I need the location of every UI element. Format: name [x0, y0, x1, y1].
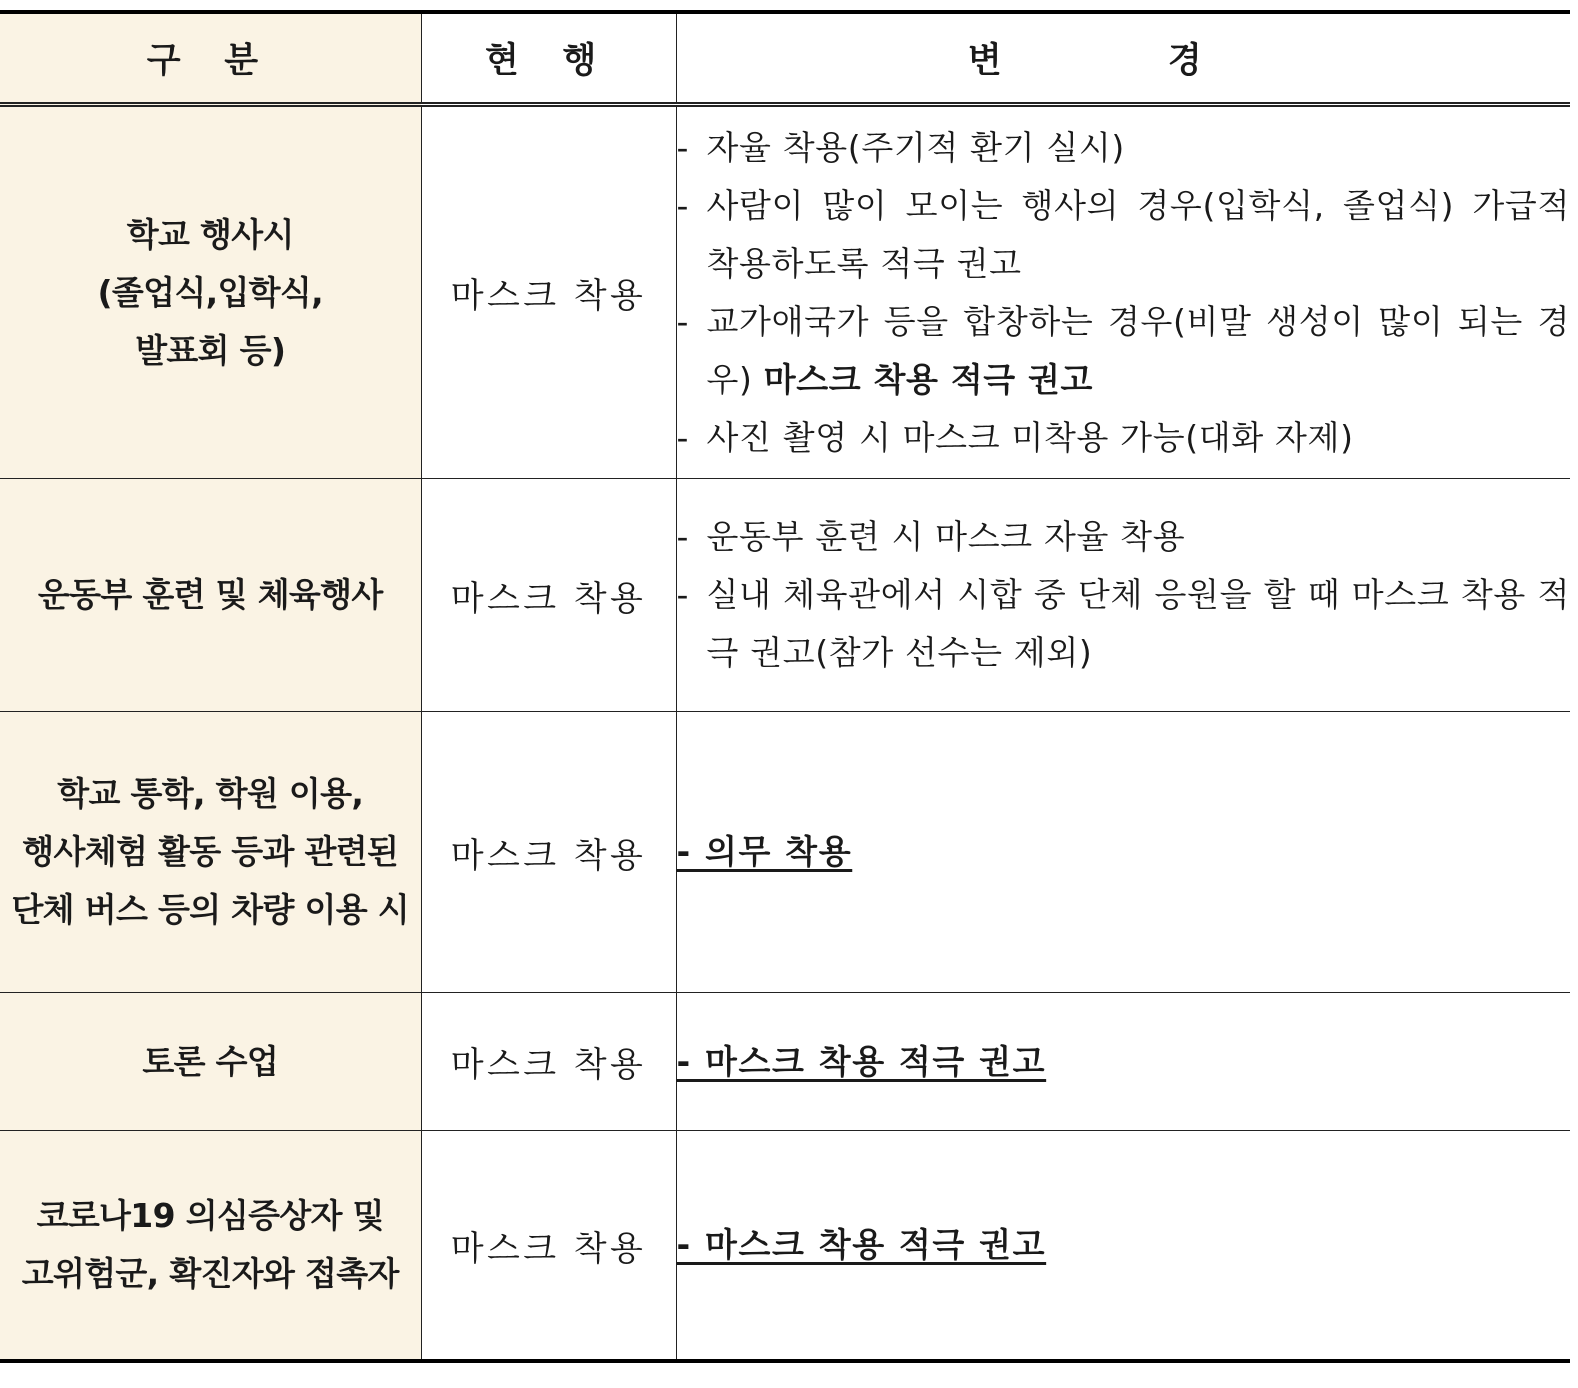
row-change: [676, 712, 1570, 993]
header-current: 현 행: [421, 12, 676, 105]
emphasis-text: - 의무 착용: [676, 832, 853, 871]
category-line: 단체 버스 등의 차량 이용 시: [11, 890, 410, 929]
bullet-text: 교가애국가 등을 합창하는 경우(비말 생성이 많이 되는 경우): [706, 301, 1570, 399]
category-line: 학교 행사시: [126, 214, 294, 254]
category-line: (졸업식,입학식,: [97, 272, 323, 312]
bullet-text: 운동부 훈련 시 마스크 자율 착용: [706, 517, 1186, 556]
category-line: 운동부 훈련 및 체육행사: [37, 575, 383, 614]
bullet-dash: -: [676, 575, 690, 614]
bullet-dash: -: [676, 127, 690, 167]
emphasis-text: 마스크 착용 적극 권고: [763, 359, 1094, 399]
row-current: 마스크 착용: [421, 479, 676, 712]
mask-policy-table: [0, 10, 1570, 1363]
category-line: 발표회 등): [135, 330, 286, 370]
table-row: [0, 105, 1570, 479]
table-row: [0, 993, 1570, 1131]
row-change: [676, 479, 1570, 712]
bullet-dash: -: [676, 517, 690, 556]
change-bullet: [677, 293, 1571, 409]
header-change: 변 경: [676, 12, 1570, 105]
header-row: [0, 12, 1570, 105]
table-row: [0, 479, 1570, 712]
bullet-text: 사진 촬영 시 마스크 미착용 가능(대화 자제): [706, 417, 1354, 457]
change-bullet: [677, 566, 1571, 682]
row-category: [0, 479, 421, 712]
bullet-text: 실내 체육관에서 시합 중 단체 응원을 할 때 마스크 착용 적극 권고(참가 선수는 제외): [706, 575, 1570, 672]
row-current: 마스크 착용: [421, 105, 676, 479]
change-bullet: [677, 177, 1571, 293]
category-line: 토론 수업: [142, 1041, 279, 1081]
category-line: 학교 통학, 학원 이용,: [57, 774, 364, 813]
change-bullet: [677, 508, 1571, 566]
row-change: [676, 105, 1570, 479]
category-line: 행사체험 활동 등과 관련된: [22, 832, 399, 871]
category-line: 고위험군, 확진자와 접촉자: [21, 1254, 399, 1293]
category-line: 코로나19 의심증상자 및: [36, 1196, 384, 1235]
bullet-text-with-emphasis: [707, 293, 1571, 409]
row-category: [0, 1131, 421, 1362]
change-bullet: [677, 119, 1571, 177]
bullet-dash: -: [676, 417, 690, 457]
row-current: 마스크 착용: [421, 712, 676, 993]
emphasis-text: - 마스크 착용 적극 권고: [676, 1041, 1047, 1081]
row-category: [0, 993, 421, 1131]
table-row: [0, 1131, 1570, 1362]
row-current: 마스크 착용: [421, 993, 676, 1131]
row-change: [676, 993, 1570, 1131]
row-category: [0, 712, 421, 993]
emphasis-text: - 마스크 착용 적극 권고: [676, 1225, 1047, 1264]
row-change: [676, 1131, 1570, 1362]
bullet-dash: -: [676, 185, 690, 225]
bullet-text: 자율 착용(주기적 환기 실시): [706, 127, 1125, 167]
bullet-text: 사람이 많이 모이는 행사의 경우(입학식, 졸업식) 가급적 착용하도록 적극 권고: [706, 185, 1570, 283]
change-bullet: [677, 409, 1571, 467]
row-category: [0, 105, 421, 479]
table-row: [0, 712, 1570, 993]
bullet-dash: -: [676, 301, 690, 341]
row-current: 마스크 착용: [421, 1131, 676, 1362]
header-category: 구 분: [0, 12, 421, 105]
